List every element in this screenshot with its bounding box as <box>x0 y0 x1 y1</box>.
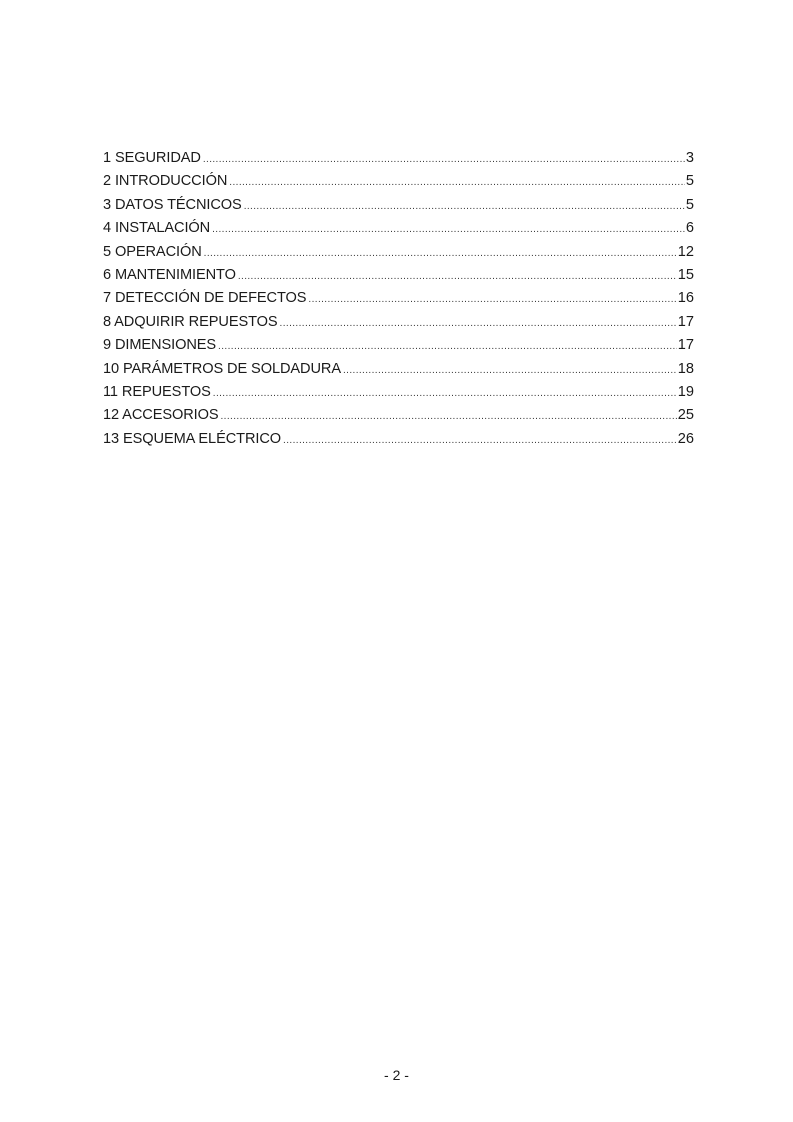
toc-dot-leader <box>238 265 677 287</box>
toc-dot-leader <box>229 171 685 193</box>
toc-entry-title: 7 DETECCIÓN DE DEFECTOS <box>103 290 307 307</box>
toc-entry-title: 5 OPERACIÓN <box>103 243 202 260</box>
toc-entry-title: 11 REPUESTOS <box>103 383 211 400</box>
toc-entry-page: 25 <box>677 407 694 424</box>
toc-dot-leader <box>218 335 677 357</box>
toc-entry-title: 6 MANTENIMIENTO <box>103 266 236 283</box>
toc-entry-title: 2 INTRODUCCIÓN <box>103 173 228 190</box>
toc-entry-introduccion[interactable] <box>103 170 694 193</box>
toc-entry-datos-tecnicos[interactable] <box>103 194 694 217</box>
toc-entry-page: 6 <box>685 220 694 237</box>
toc-entry-title: 3 DATOS TÉCNICOS <box>103 196 242 213</box>
table-of-contents <box>103 147 694 451</box>
toc-entry-page: 5 <box>685 173 694 190</box>
toc-entry-esquema-electrico[interactable] <box>103 428 694 451</box>
toc-entry-deteccion-de-defectos[interactable] <box>103 287 694 310</box>
toc-entry-title: 9 DIMENSIONES <box>103 337 217 354</box>
toc-entry-page: 19 <box>677 383 694 400</box>
toc-entry-title: 10 PARÁMETROS DE SOLDADURA <box>103 360 341 377</box>
toc-entry-parametros-de-soldadura[interactable] <box>103 358 694 381</box>
toc-dot-leader <box>212 218 685 240</box>
toc-entry-title: 1 SEGURIDAD <box>103 150 201 166</box>
toc-dot-leader <box>280 312 677 334</box>
toc-entry-page: 3 <box>685 150 694 166</box>
toc-dot-leader <box>204 242 677 264</box>
toc-entry-page: 26 <box>677 430 694 447</box>
toc-entry-page: 17 <box>677 337 694 354</box>
toc-dot-leader <box>244 195 685 217</box>
toc-entry-mantenimiento[interactable] <box>103 264 694 287</box>
toc-entry-page: 15 <box>677 266 694 283</box>
toc-entry-page: 5 <box>685 196 694 213</box>
toc-entry-title: 4 INSTALACIÓN <box>103 220 211 237</box>
toc-entry-repuestos[interactable] <box>103 381 694 404</box>
toc-dot-leader <box>343 359 677 381</box>
toc-entry-page: 18 <box>677 360 694 377</box>
toc-entry-page: 12 <box>677 243 694 260</box>
toc-entry-page: 17 <box>677 313 694 330</box>
toc-dot-leader <box>213 382 677 404</box>
toc-entry-seguridad[interactable] <box>103 147 694 170</box>
toc-entry-dimensiones[interactable] <box>103 334 694 357</box>
page-number: - 2 - <box>384 1067 409 1083</box>
toc-dot-leader <box>203 148 685 170</box>
toc-entry-accesorios[interactable] <box>103 404 694 427</box>
toc-entry-adquirir-repuestos[interactable] <box>103 311 694 334</box>
toc-dot-leader <box>283 429 677 451</box>
toc-dot-leader <box>221 405 677 427</box>
toc-entry-page: 16 <box>677 290 694 307</box>
toc-entry-operacion[interactable] <box>103 241 694 264</box>
toc-dot-leader <box>308 288 676 310</box>
toc-entry-title: 13 ESQUEMA ELÉCTRICO <box>103 430 282 447</box>
toc-entry-title: 8 ADQUIRIR REPUESTOS <box>103 313 278 330</box>
toc-entry-title: 12 ACCESORIOS <box>103 407 219 424</box>
toc-entry-instalacion[interactable] <box>103 217 694 240</box>
